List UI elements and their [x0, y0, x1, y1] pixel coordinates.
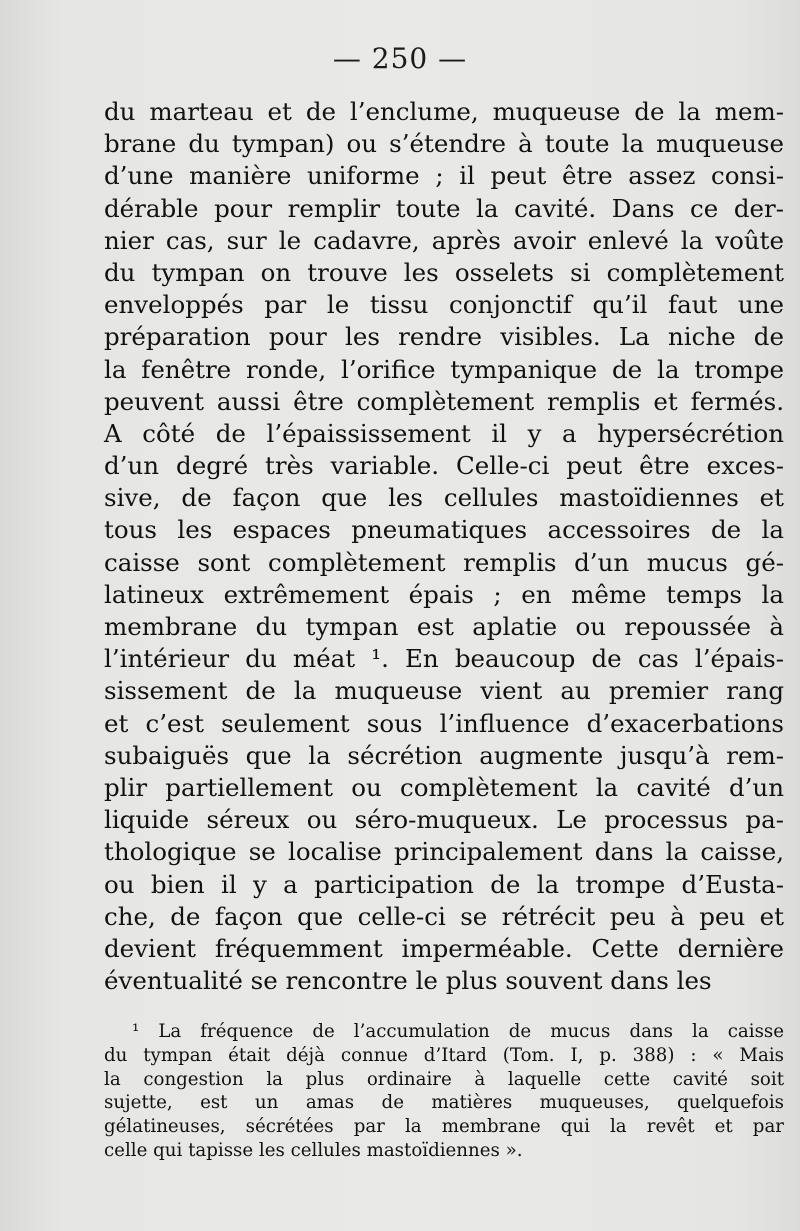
footnote-line: gélatineuses, sécrétées par la membrane qui la revêt et par — [104, 1116, 784, 1138]
body-line: caisse sont complètement remplis d’un mucus gé- — [104, 547, 784, 577]
body-line: d’un degré très variable. Celle-ci peut être exces- — [104, 451, 784, 481]
body-line: du marteau et de l’enclume, muqueuse de la mem- — [104, 97, 784, 126]
body-line: éventualité se rencontre le plus souvent dans les — [104, 966, 712, 996]
body-line: et c’est seulement sous l’influence d’exacerbations — [104, 708, 784, 738]
body-line: la fenêtre ronde, l’orifice tympanique de la trompe — [104, 354, 784, 384]
page-number: — 250 — — [332, 42, 468, 75]
body-line: sissement de la muqueuse vient au premier rang — [104, 676, 784, 706]
body-line: devient fréquemment imperméable. Cette dernière — [104, 933, 784, 963]
body-line: d’une manière uniforme ; il peut être assez consi- — [104, 161, 784, 191]
body-line: nier cas, sur le cadavre, après avoir enlevé la voûte — [104, 225, 784, 255]
body-line: ou bien il y a participation de la trompe d’Eusta- — [104, 869, 784, 899]
body-line: préparation pour les rendre visibles. La niche de — [104, 322, 784, 352]
body-line: thologique se localise principalement dans la caisse, — [104, 837, 784, 867]
body-line: l’intérieur du méat ¹. En beaucoup de cas l’épais- — [104, 644, 784, 674]
body-line: tous les espaces pneumatiques accessoires de la — [104, 515, 784, 545]
footnote-line: la congestion la plus ordinaire à laquelle cette cavité soit — [104, 1068, 784, 1090]
body-line: sive, de façon que les cellules mastoïdiennes et — [104, 483, 784, 513]
footnote-line: celle qui tapisse les cellules mastoïdiennes ». — [104, 1139, 523, 1161]
body-line: subaiguës que la sécrétion augmente jusqu’à rem- — [104, 740, 784, 770]
body-line: du tympan on trouve les osselets si complètement — [104, 257, 784, 287]
footnote-line: du tympan était déjà connue d’Itard (Tom. I, p. 388) : « Mais — [104, 1044, 784, 1066]
footnote — [104, 1020, 784, 1163]
body-line: plir partiellement ou complètement la cavité d’un — [104, 772, 784, 802]
body-line: peuvent aussi être complètement remplis et fermés. — [104, 386, 784, 416]
body-line: enveloppés par le tissu conjonctif qu’il faut une — [104, 290, 784, 320]
footnote-line: sujette, est un amas de matières muqueuses, quelquefois — [104, 1092, 784, 1114]
body-line: latineux extrêmement épais ; en même temps la — [104, 579, 784, 609]
body-line: brane du tympan) ou s’étendre à toute la muqueuse — [104, 129, 784, 159]
body-line: liquide séreux ou séro-muqueux. Le processus pa- — [104, 805, 784, 835]
body-line: dérable pour remplir toute la cavité. Dans ce der- — [104, 193, 784, 223]
body-text — [104, 96, 784, 997]
footnote-line: ¹ La fréquence de l’accumulation de mucus dans la caisse — [132, 1021, 784, 1042]
body-line: che, de façon que celle-ci se rétrécit peu à peu et — [104, 901, 784, 931]
body-line: membrane du tympan est aplatie ou repoussée à — [104, 612, 784, 641]
body-line: A côté de l’épaississement il y a hypersécrétion — [104, 418, 784, 448]
